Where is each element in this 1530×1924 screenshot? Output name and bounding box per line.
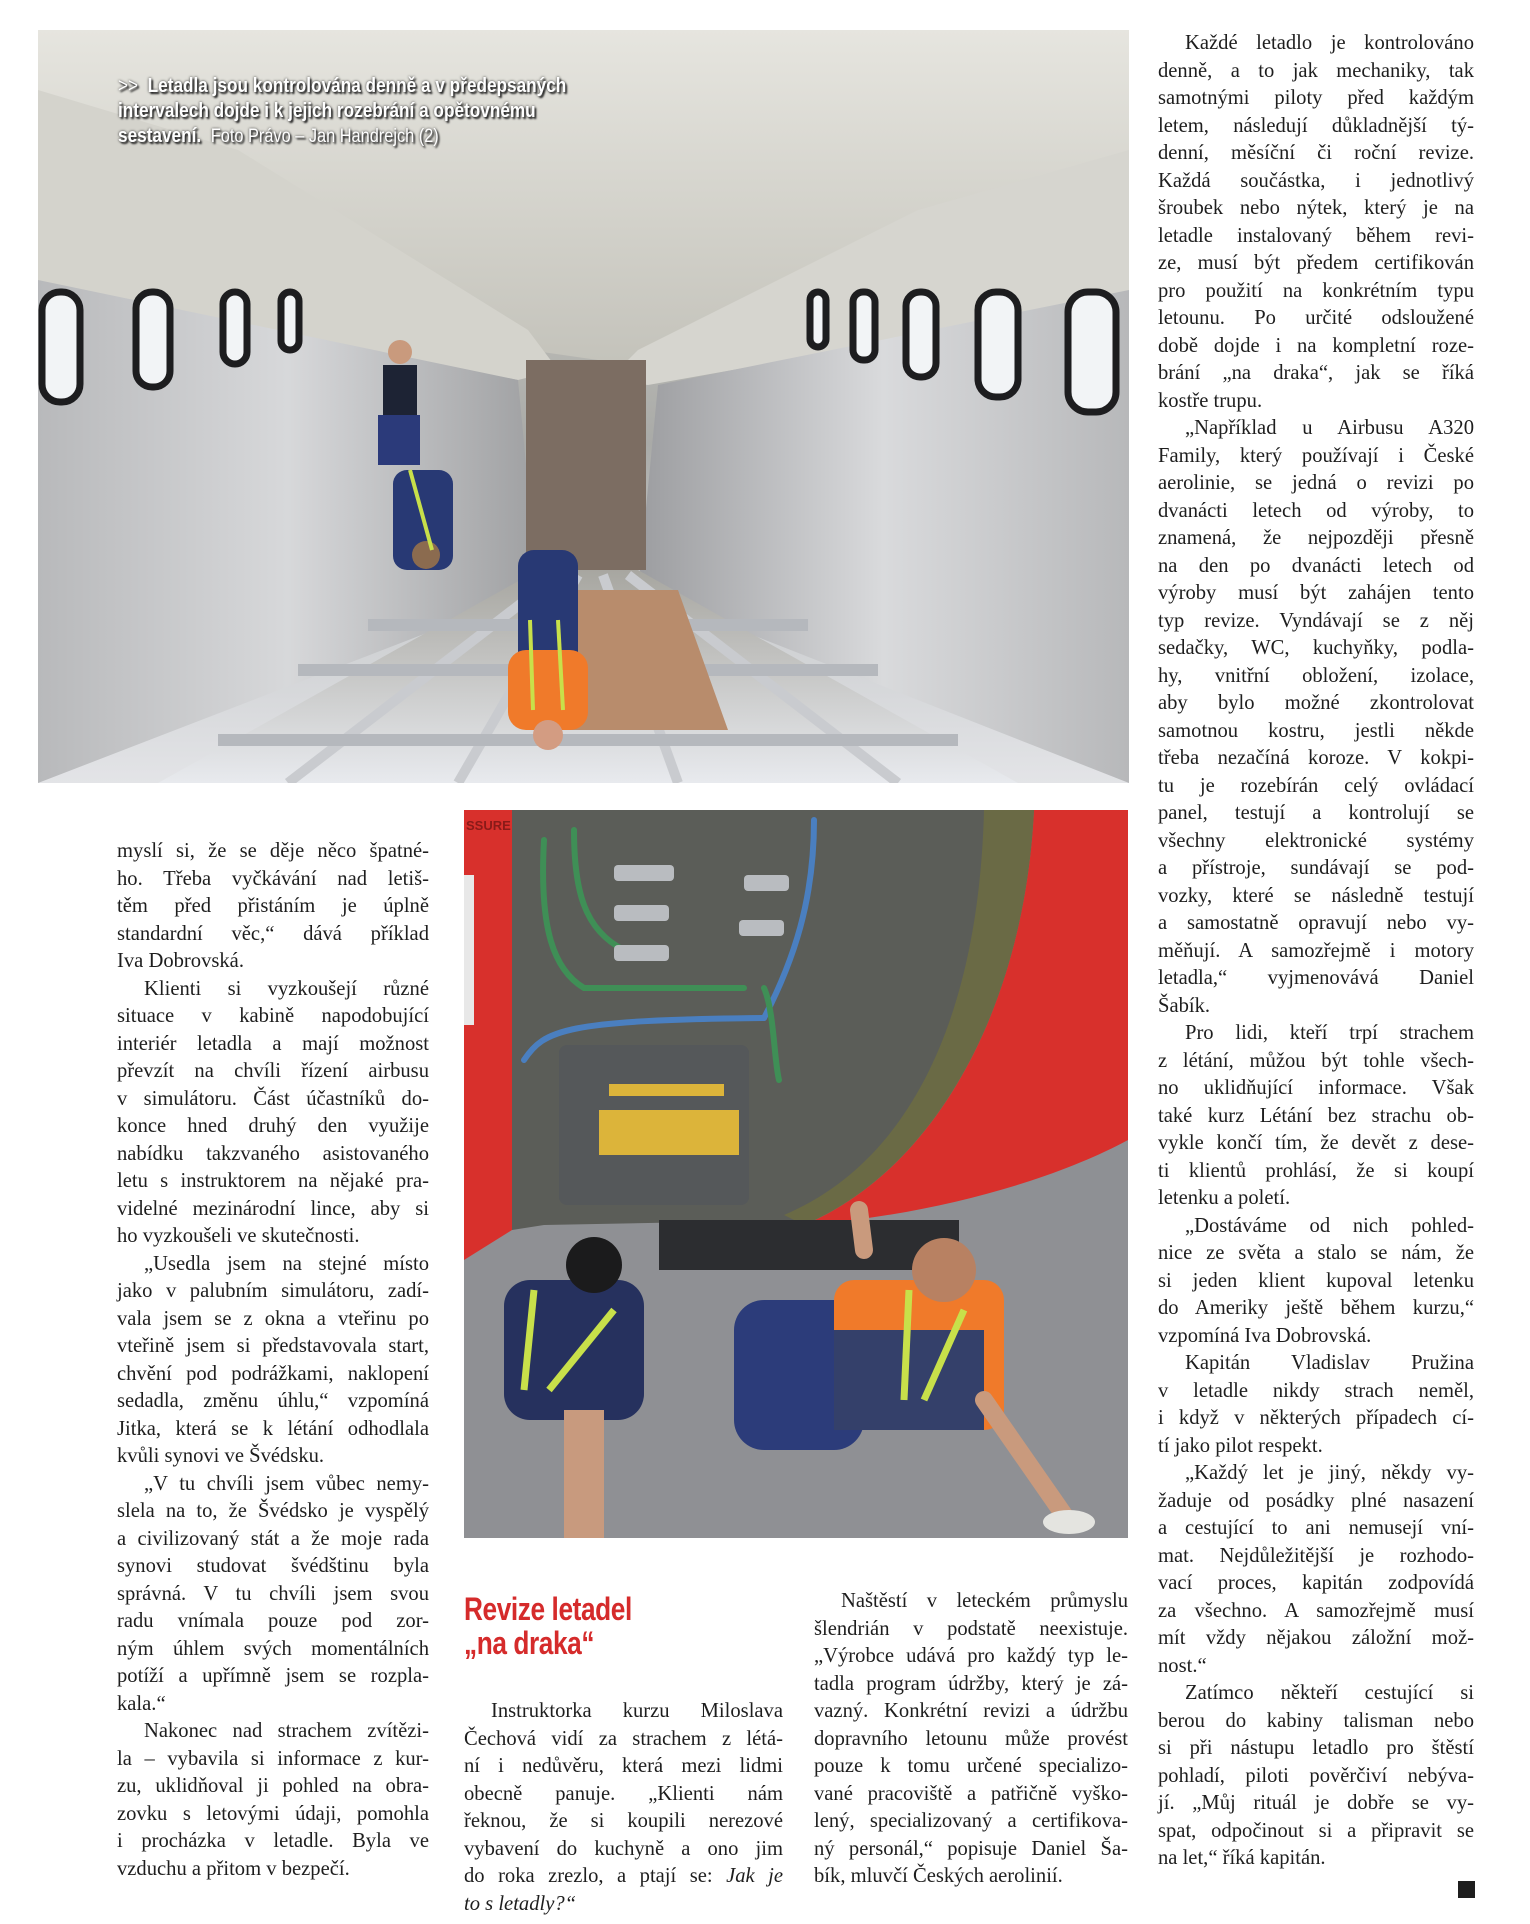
text-line: pohladí, piloti pověrčiví nebýva- (1158, 1764, 1474, 1787)
text-line: v simulátoru. Část účastníků do- (117, 1087, 429, 1110)
text-line: chvění pod podrážkami, naklopení (117, 1362, 429, 1385)
text-line: tadla program údržby, který je zá- (814, 1672, 1128, 1695)
text-line: z létání, můžou být tohle všech- (1158, 1049, 1474, 1072)
text-line: a přístroje, sundávají se pod- (1158, 857, 1474, 879)
text-line: spat, odpočinout si a připravit se (1158, 1819, 1474, 1842)
text-line: typ revize. Vyndávají se z něj (1158, 609, 1474, 632)
photo-credit: Foto Právo – Jan Handrejch (2) (210, 126, 439, 147)
text-line: standardní věc,“ dává příklad (117, 922, 429, 945)
text-line: vala jsem se z okna a vteřinu po (117, 1307, 429, 1330)
text-line: vzduchu a přitom v bezpečí. (117, 1857, 350, 1880)
text-line: Nakonec nad strachem zvítězi- (144, 1720, 429, 1742)
text-line: vací proces, kapitán zodpovídá (1158, 1572, 1474, 1594)
text-line: konce hned druhý den využije (117, 1115, 429, 1137)
text-line: v letadle nikdy strach neměl, (1158, 1379, 1474, 1402)
text-line: letem, následují důkladnější tý- (1158, 114, 1474, 137)
text-line: a cestující to ani nemusejí vní- (1158, 1517, 1474, 1539)
worker-lying (508, 550, 588, 750)
white-placard (464, 875, 474, 1025)
text-line: vozky, které se následně testují (1158, 884, 1474, 907)
text-line: ze, musí být předem certifikován (1158, 252, 1474, 274)
text-line: „Například u Airbusu A320 (1185, 417, 1474, 439)
text-line: „Výrobce udává pro každý typ le- (814, 1645, 1128, 1667)
text-line: Jitka, která se k létání odhodlala (117, 1417, 429, 1440)
text-line: Pro lidi, kteří trpí strachem (1185, 1022, 1474, 1044)
text-line: si jeden klient kupoval letenku (1158, 1269, 1474, 1292)
photo-engine-maintenance (464, 810, 1128, 1538)
text-line: ní i nedůvěru, která mezi lidmi (464, 1755, 783, 1777)
text-line: zu, uklidňoval ji pohled na obra- (117, 1775, 429, 1797)
text-line: tí jako pilot respekt. (1158, 1434, 1323, 1457)
text-line: „Dostáváme od nich pohled- (1185, 1214, 1474, 1237)
text-line: znamená, že nejpozději přesně (1158, 527, 1474, 549)
text-line: i když v některých případech cí- (1158, 1407, 1474, 1429)
text-line: a civilizovaný stát a že moje rada (117, 1527, 429, 1550)
text-line: na den po dvanácti letech od (1158, 554, 1474, 577)
worker-kneeling (393, 470, 453, 570)
text-line: „Usedla jsem na stejné místo (144, 1252, 429, 1275)
text-line: Klienti si vyzkoušejí různé (144, 977, 429, 1000)
subheading (464, 1592, 735, 1660)
text-line: měňují. A samozřejmě i motory (1158, 939, 1474, 962)
text-line: lený, specializovaný a certifikova- (814, 1810, 1128, 1832)
text-line: převzít na chvíli řízení airbusu (117, 1060, 429, 1082)
caption-lead-line-2: intervalech dojde i k jejich rozebrání a opětovnému (118, 100, 536, 122)
text-line: do Ameriky ještě během kurzu,“ (1158, 1297, 1474, 1319)
text-line: nabídku takzvaného asistovaného (117, 1142, 429, 1165)
text-line: samotnými piloty před každým (1158, 87, 1474, 109)
text-line: mít vždy nějakou záložní mož- (1158, 1627, 1474, 1649)
photo-aircraft-cabin-interior (38, 30, 1129, 783)
text-line: výroby musí být zahájen tento (1158, 582, 1474, 604)
text-line: Čechová vidí za strachem z létá- (464, 1727, 783, 1750)
text-line: době dojde i na kompletní roze- (1158, 334, 1474, 357)
text-line: kala.“ (117, 1692, 166, 1715)
text-line: šlendrián v podstatě neexistuje. (814, 1617, 1128, 1640)
cabin-far-end (526, 360, 646, 570)
text-line: letu s instruktorem na nějaké pra- (117, 1170, 429, 1192)
text-line: na let,“ říká kapitán. (1158, 1847, 1326, 1869)
text-line: aerolinie, se jedná o revizi po (1158, 472, 1474, 494)
text-line: vazný. Konkrétní revizi a údržbu (814, 1700, 1128, 1722)
text-line: mat. Nejdůležitější je rozhodo- (1158, 1544, 1474, 1567)
text-line: myslí si, že se děje něco špatné- (117, 840, 429, 862)
text-line: letenku a poletí. (1158, 1187, 1291, 1209)
text-line: dvanácti letech od výroby, to (1158, 499, 1474, 522)
text-line: do roka zrezlo, a ptají se: Jak je (464, 1865, 783, 1887)
text-line: vané pracoviště a patřičně vyško- (814, 1782, 1128, 1805)
text-line: Každá součástka, i jednotlivý (1158, 169, 1474, 192)
text-line: a samostatně opravují nebo vy- (1158, 912, 1474, 934)
text-line: dopravního letounu může provést (814, 1727, 1128, 1750)
text-line: letadle instalovaný během revi- (1158, 224, 1474, 247)
caption-lead-line-1: Letadla jsou kontrolována denně a v předepsaných (147, 75, 567, 97)
text-line: sedadla, změnu úhlu,“ vzpomíná (117, 1390, 429, 1412)
warning-placard (599, 1110, 739, 1155)
caption-lead-line-3: sestavení. (118, 125, 202, 147)
text-line: sedačky, WC, kuchyňky, podla- (1158, 637, 1474, 659)
caption-marker: >> (118, 75, 139, 97)
text-line: kostře trupu. (1158, 389, 1263, 412)
text-line: žaduje od posádky plné nasazení (1158, 1489, 1474, 1512)
text-line: také kurz Létání bez strachu ob- (1158, 1104, 1474, 1127)
article-column-middle-1 (464, 1698, 783, 1918)
text-line: třeba nezačíná koroze. V kokpi- (1158, 747, 1474, 769)
text-line: videlné mezinárodní lince, aby si (117, 1197, 429, 1220)
text-line: samotnou kostru, jestli někde (1158, 719, 1474, 742)
text-line: Zatímco někteří cestující si (1185, 1682, 1474, 1704)
text-line: ho. Třeba vyčkávání nad letiš- (117, 867, 429, 890)
text-line: situace v kabině napodobující (117, 1005, 429, 1027)
text-line: aby bylo možné zkontrolovat (1158, 692, 1474, 714)
text-line: letounu. Po určité odsloužené (1158, 307, 1474, 329)
text-line: panel, testují a kontrolují se (1158, 802, 1474, 824)
text-line: denní, měsíční či roční revize. (1158, 142, 1474, 164)
text-line: jí. „Můj rituál je dobře se vy- (1158, 1792, 1474, 1814)
text-line: si při nástupu letadlo pro štěstí (1158, 1737, 1474, 1759)
text-line: slela na to, že Švédsko je vyspělý (117, 1500, 429, 1522)
text-line: denně, a to jak mechaniky, tak (1158, 59, 1474, 82)
text-line: tu je rozebírán celý ovládací (1158, 774, 1474, 797)
text-line: vykle končí tím, že devět z dese- (1158, 1132, 1474, 1154)
text-line: kvůli synovi ve Švédsku. (117, 1445, 325, 1467)
article-column-left (117, 838, 429, 1883)
text-line: Šabík. (1158, 994, 1211, 1017)
text-line: pro použití na konkrétním typu (1158, 279, 1474, 302)
text-line: Instruktorka kurzu Miloslava (491, 1700, 783, 1722)
text-line: hy, vnitřní obložení, izolace, (1158, 664, 1474, 687)
text-line: šroubek nebo nýtek, který je na (1158, 197, 1474, 219)
text-line: berou do kabiny talisman nebo (1158, 1709, 1474, 1732)
text-line: „Každý let je jiný, někdy vy- (1185, 1462, 1474, 1484)
text-line: nost.“ (1158, 1654, 1207, 1677)
text-line: nice ze světa a stalo se nám, že (1158, 1242, 1474, 1264)
text-line: to s letadly?“ (464, 1892, 577, 1915)
text-line: vzpomíná Iva Dobrovská. (1158, 1324, 1372, 1347)
text-line: interiér letadla a mají možnost (117, 1032, 429, 1055)
text-line: všechny elektronické systémy (1158, 829, 1474, 852)
text-line: těm před přistáním je úplně (117, 895, 429, 917)
text-line: ný personál,“ popisuje Daniel Ša- (814, 1837, 1128, 1860)
pressure-label: SSURE (466, 818, 511, 833)
text-line: radu vnímala pouze pod zor- (117, 1610, 429, 1632)
text-line: brání „na draka“, jak se říká (1158, 362, 1474, 384)
text-line: synovi studovat švédštinu byla (117, 1555, 429, 1577)
end-of-article-mark (1458, 1881, 1475, 1898)
text-line: ti klientů prohlásí, že si koupí (1158, 1159, 1474, 1182)
text-line: vteřině jsem si představovala start, (117, 1335, 429, 1357)
text-line: správná. V tu chvíli jsem svou (117, 1582, 429, 1605)
text-line: Family, který používají i České (1158, 444, 1474, 467)
text-line: obecně panuje. „Klienti nám (464, 1782, 783, 1805)
text-line: Každé letadlo je kontrolováno (1185, 32, 1474, 54)
text-line: Iva Dobrovská. (117, 950, 244, 972)
text-line: za všechno. A samozřejmě musí (1158, 1599, 1474, 1622)
text-line: Naštěstí v leteckém průmyslu (841, 1590, 1128, 1612)
text-line: no uklidňující informace. Však (1158, 1077, 1474, 1099)
text-line: ho vyzkoušeli ve skutečnosti. (117, 1225, 360, 1247)
text-line: potíží a upřímně jsem se rozpla- (117, 1665, 429, 1687)
text-line: letadla,“ vyjmenovává Daniel (1158, 967, 1474, 989)
subheading-line-1: Revize letadel (464, 1591, 632, 1627)
text-line: bík, mluvčí Českých aerolinií. (814, 1865, 1063, 1887)
text-line: „V tu chvíli jsem vůbec nemy- (144, 1472, 429, 1495)
subheading-line-2: „na draka“ (464, 1625, 595, 1661)
small-placard (609, 1084, 724, 1096)
text-line: ným úhlem svých momentálních (117, 1637, 429, 1660)
text-line: zovku s letovými údaji, pomohla (117, 1802, 429, 1825)
photo-caption (118, 74, 758, 149)
text-line: Kapitán Vladislav Pružina (1185, 1352, 1474, 1374)
article-column-right (1158, 30, 1474, 1873)
engine-illustration (464, 810, 1128, 1538)
text-line: řeknou, že si koupili nerezové (464, 1810, 783, 1832)
text-line: i procházka v letadle. Byla ve (117, 1830, 429, 1852)
text-line: pouze k tomu určené specializo- (814, 1755, 1128, 1777)
article-column-middle-2 (814, 1588, 1128, 1891)
text-line: la – vybavila si informace z kur- (117, 1747, 429, 1770)
text-line: vybavení do kuchyně a ono jim (464, 1837, 783, 1860)
text-line: jako v palubním simulátoru, zadí- (117, 1280, 429, 1302)
